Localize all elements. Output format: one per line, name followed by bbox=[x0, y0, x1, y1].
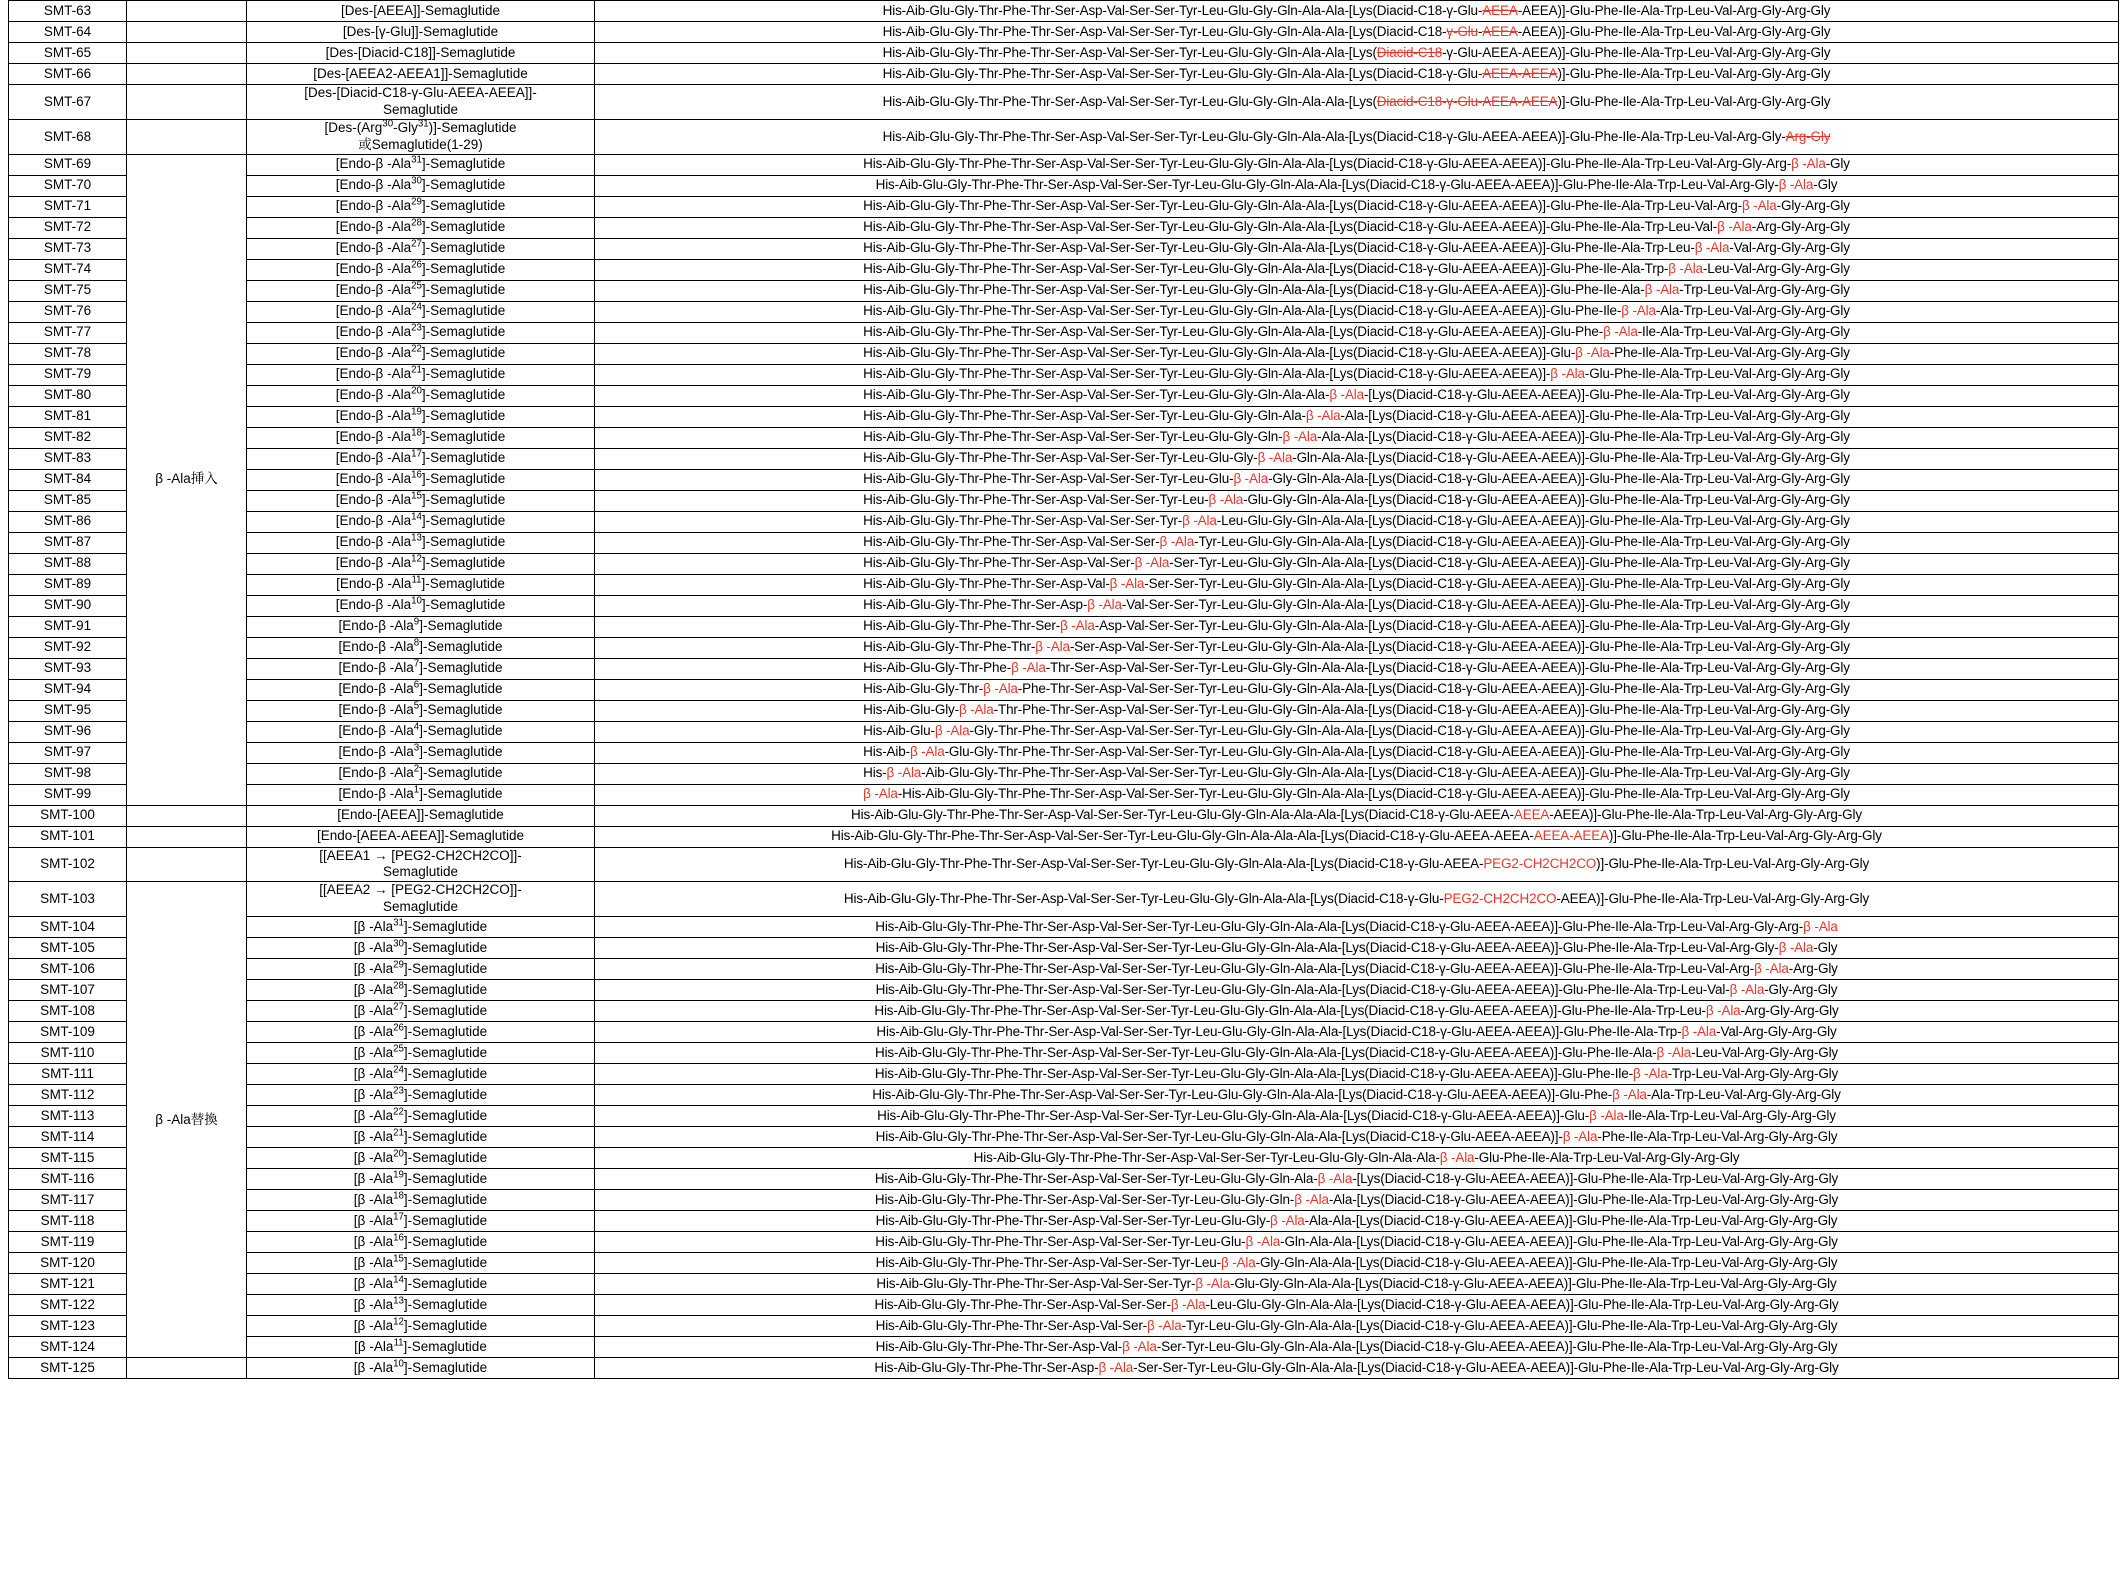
peptide-sequence: His-Aib-Glu-Gly-Thr-Phe-Thr-Ser-Asp-Val-Ser-Ser-Tyr-Leu-Glu-Gly-Gln-Ala-Ala-[Lys(Diacid-C18-γ-Glu-AEEA-AEEA)]-Glu-Phe-Ile-Ala-Trp-Leu-Val-Arg-Gly-Arg-β -Ala bbox=[595, 917, 2119, 938]
group-label-empty bbox=[127, 847, 247, 882]
modification-name: [β -Ala$^{22}$]-Semaglutide bbox=[247, 1106, 595, 1127]
group-label: β -Ala替換 bbox=[127, 882, 247, 1358]
table-row bbox=[9, 1022, 2119, 1043]
compound-id: SMT-68 bbox=[9, 119, 127, 154]
peptide-sequence: His-Aib-Glu-Gly-Thr-Phe-Thr-Ser-Asp-Val-Ser-Ser-Tyr-Leu-Glu-Gly-Gln-Ala-Ala-[Lys(Diacid-C18-γ-Glu-AEEA-AEEA)]-β -Ala-Phe-Ile-Ala-Trp-Leu-Val-Arg-Gly-Arg-Gly bbox=[595, 1127, 2119, 1148]
table-row bbox=[9, 43, 2119, 64]
modification-name: [Endo-β -Ala$^{27}$]-Semaglutide bbox=[247, 238, 595, 259]
group-label-empty bbox=[127, 805, 247, 826]
compound-id: SMT-97 bbox=[9, 742, 127, 763]
table-row bbox=[9, 64, 2119, 85]
compound-id: SMT-94 bbox=[9, 679, 127, 700]
compound-id: SMT-103 bbox=[9, 882, 127, 917]
compound-id: SMT-110 bbox=[9, 1043, 127, 1064]
compound-id: SMT-106 bbox=[9, 959, 127, 980]
modification-name: [β -Ala$^{12}$]-Semaglutide bbox=[247, 1316, 595, 1337]
peptide-sequence: His-Aib-Glu-Gly-Thr-Phe-Thr-Ser-Asp-Val-β -Ala-Ser-Ser-Tyr-Leu-Glu-Gly-Gln-Ala-Ala-[Lys(Diacid-C18-γ-Glu-AEEA-AEEA)]-Glu-Phe-Ile-Ala-Trp-Leu-Val-Arg-Gly-Arg-Gly bbox=[595, 574, 2119, 595]
modification-name: [β -Ala$^{17}$]-Semaglutide bbox=[247, 1211, 595, 1232]
modification-name: [[AEEA1 → [PEG2-CH2CH2CO]]- Semaglutide bbox=[247, 847, 595, 882]
table-row bbox=[9, 259, 2119, 280]
modification-name: [Endo-β -Ala$^{11}$]-Semaglutide bbox=[247, 574, 595, 595]
compound-id: SMT-115 bbox=[9, 1148, 127, 1169]
peptide-sequence: His-Aib-Glu-Gly-Thr-Phe-Thr-Ser-Asp-Val-Ser-Ser-Tyr-Leu-Glu-Gly-Gln-Ala-Ala-[Lys(Diacid-C18-γ-Glu-AEEA-AEEA)]-Glu-Phe-Ile-Ala-Trp-Leu-Val-Arg-Gly-Arg-Gly bbox=[595, 119, 2119, 154]
group-label-empty bbox=[127, 22, 247, 43]
table-row bbox=[9, 784, 2119, 805]
peptide-sequence: His-Aib-Glu-Gly-Thr-Phe-Thr-Ser-Asp-Val-Ser-Ser-Tyr-Leu-Glu-Gly-Gln-Ala-Ala-[Lys(Diacid-C18-γ-Glu-AEEA-AEEA)]-Glu-Phe-Ile-β -Ala-Trp-Leu-Val-Arg-Gly-Arg-Gly bbox=[595, 1064, 2119, 1085]
peptide-sequence: His-Aib-Glu-Gly-Thr-Phe-Thr-Ser-Asp-Val-Ser-Ser-Tyr-Leu-Glu-Gly-Gln-Ala-Ala-[Lys(Diacid-C18-γ-Glu-AEEA-AEEA)]-Glu-β -Ala-Ile-Ala-Trp-Leu-Val-Arg-Gly-Arg-Gly bbox=[595, 1106, 2119, 1127]
modification-name: [Endo-β -Ala$^{17}$]-Semaglutide bbox=[247, 448, 595, 469]
compound-id: SMT-76 bbox=[9, 301, 127, 322]
peptide-sequence: β -Ala-His-Aib-Glu-Gly-Thr-Phe-Thr-Ser-Asp-Val-Ser-Ser-Tyr-Leu-Glu-Gly-Gln-Ala-Ala-[Lys(Diacid-C18-γ-Glu-AEEA-AEEA)]-Glu-Phe-Ile-Ala-Trp-Leu-Val-Arg-Gly-Arg-Gly bbox=[595, 784, 2119, 805]
peptide-sequence: His-Aib-Glu-Gly-Thr-β -Ala-Phe-Thr-Ser-Asp-Val-Ser-Ser-Tyr-Leu-Glu-Gly-Gln-Ala-Ala-[Lys(Diacid-C18-γ-Glu-AEEA-AEEA)]-Glu-Phe-Ile-Ala-Trp-Leu-Val-Arg-Gly-Arg-Gly bbox=[595, 679, 2119, 700]
table-row bbox=[9, 1, 2119, 22]
compound-id: SMT-74 bbox=[9, 259, 127, 280]
compound-id: SMT-113 bbox=[9, 1106, 127, 1127]
table-row bbox=[9, 1337, 2119, 1358]
peptide-sequence: His-Aib-Glu-Gly-Thr-Phe-Thr-Ser-Asp-Val-Ser-Ser-Tyr-Leu-Glu-Gly-Gln-Ala-Ala-[Lys(Diacid-C18-γ-Glu-AEEA-AEEA)]-Glu-Phe-Ile-Ala-Trp-Leu-Val-Arg-Gly-Arg-Gly bbox=[595, 1, 2119, 22]
modification-name: [β -Ala$^{30}$]-Semaglutide bbox=[247, 938, 595, 959]
modification-name: [Des-[AEEA2-AEEA1]]-Semaglutide bbox=[247, 64, 595, 85]
table-row bbox=[9, 322, 2119, 343]
table-row bbox=[9, 1064, 2119, 1085]
compound-id: SMT-125 bbox=[9, 1358, 127, 1379]
table-row bbox=[9, 917, 2119, 938]
modification-name: [β -Ala$^{19}$]-Semaglutide bbox=[247, 1169, 595, 1190]
table-row bbox=[9, 721, 2119, 742]
modification-name: [β -Ala$^{24}$]-Semaglutide bbox=[247, 1064, 595, 1085]
peptide-sequence: His-Aib-Glu-Gly-Thr-Phe-Thr-β -Ala-Ser-Asp-Val-Ser-Ser-Tyr-Leu-Glu-Gly-Gln-Ala-Ala-[Lys(Diacid-C18-γ-Glu-AEEA-AEEA)]-Glu-Phe-Ile-Ala-Trp-Leu-Val-Arg-Gly-Arg-Gly bbox=[595, 637, 2119, 658]
table-row bbox=[9, 343, 2119, 364]
peptide-sequence: His-Aib-Glu-Gly-Thr-Phe-Thr-Ser-Asp-Val-Ser-Ser-Tyr-Leu-Glu-Gly-Gln-Ala-β -Ala-[Lys(Diacid-C18-γ-Glu-AEEA-AEEA)]-Glu-Phe-Ile-Ala-Trp-Leu-Val-Arg-Gly-Arg-Gly bbox=[595, 1169, 2119, 1190]
peptide-sequence: His-Aib-Glu-Gly-Thr-Phe-Thr-Ser-Asp-Val-Ser-Ser-β -Ala-Tyr-Leu-Glu-Gly-Gln-Ala-Ala-[Lys(Diacid-C18-γ-Glu-AEEA-AEEA)]-Glu-Phe-Ile-Ala-Trp-Leu-Val-Arg-Gly-Arg-Gly bbox=[595, 532, 2119, 553]
modification-name: [Endo-β -Ala$^{14}$]-Semaglutide bbox=[247, 511, 595, 532]
peptide-sequence: His-Aib-Glu-Gly-Thr-Phe-Thr-Ser-Asp-Val-Ser-Ser-Tyr-Leu-Glu-Gly-Gln-Ala-Ala-Ala-[Lys(Diacid-C18-γ-Glu-AEEA-AEEA-AEEA-AEEA)]-Glu-Phe-Ile-Ala-Trp-Leu-Val-Arg-Gly-Arg-Gly bbox=[595, 826, 2119, 847]
peptide-sequence: His-Aib-Glu-Gly-Thr-Phe-Thr-Ser-Asp-Val-Ser-Ser-Tyr-Leu-Glu-Gly-β -Ala-Gln-Ala-Ala-[Lys(Diacid-C18-γ-Glu-AEEA-AEEA)]-Glu-Phe-Ile-Ala-Trp-Leu-Val-Arg-Gly-Arg-Gly bbox=[595, 448, 2119, 469]
table-row bbox=[9, 1148, 2119, 1169]
modification-name: [β -Ala$^{18}$]-Semaglutide bbox=[247, 1190, 595, 1211]
table-row bbox=[9, 826, 2119, 847]
compound-id: SMT-99 bbox=[9, 784, 127, 805]
modification-name: [Endo-β -Ala$^{26}$]-Semaglutide bbox=[247, 259, 595, 280]
table-row bbox=[9, 154, 2119, 175]
modification-name: [Endo-β -Ala$^{30}$]-Semaglutide bbox=[247, 175, 595, 196]
peptide-sequence: His-Aib-Glu-Gly-Thr-Phe-Thr-Ser-Asp-Val-Ser-Ser-Tyr-Leu-Glu-Gly-Gln-Ala-Ala-[Lys(Diacid-C18-γ-Glu-AEEA-AEEA)]-Glu-Phe-Ile-Ala-Trp-β -Ala-Val-Arg-Gly-Arg-Gly bbox=[595, 1022, 2119, 1043]
peptide-sequence: His-Aib-Glu-Gly-Thr-Phe-β -Ala-Thr-Ser-Asp-Val-Ser-Ser-Tyr-Leu-Glu-Gly-Gln-Ala-Ala-[Lys(Diacid-C18-γ-Glu-AEEA-AEEA)]-Glu-Phe-Ile-Ala-Trp-Leu-Val-Arg-Gly-Arg-Gly bbox=[595, 658, 2119, 679]
table-row bbox=[9, 700, 2119, 721]
modification-name: [Endo-β -Ala$^6$]-Semaglutide bbox=[247, 679, 595, 700]
table-row bbox=[9, 1169, 2119, 1190]
peptide-sequence: His-Aib-Glu-Gly-Thr-Phe-Thr-Ser-Asp-Val-Ser-Ser-Tyr-Leu-Glu-Gly-Gln-Ala-Ala-β -Ala-[Lys(Diacid-C18-γ-Glu-AEEA-AEEA)]-Glu-Phe-Ile-Ala-Trp-Leu-Val-Arg-Gly-Arg-Gly bbox=[595, 385, 2119, 406]
compound-id: SMT-114 bbox=[9, 1127, 127, 1148]
peptide-sequence: His-Aib-Glu-Gly-Thr-Phe-Thr-Ser-Asp-Val-Ser-Ser-Tyr-Leu-Glu-Gly-Gln-β -Ala-Ala-Ala-[Lys(Diacid-C18-γ-Glu-AEEA-AEEA)]-Glu-Phe-Ile-Ala-Trp-Leu-Val-Arg-Gly-Arg-Gly bbox=[595, 427, 2119, 448]
modification-name: [Endo-β -Ala$^{22}$]-Semaglutide bbox=[247, 343, 595, 364]
modification-name: [Endo-β -Ala$^{25}$]-Semaglutide bbox=[247, 280, 595, 301]
compound-id: SMT-112 bbox=[9, 1085, 127, 1106]
table-row bbox=[9, 1085, 2119, 1106]
modification-name: [Des-[Diacid-C18-γ-Glu-AEEA-AEEA]]- Semaglutide bbox=[247, 85, 595, 120]
modification-name: [Endo-β -Ala$^{23}$]-Semaglutide bbox=[247, 322, 595, 343]
table-row bbox=[9, 532, 2119, 553]
peptide-sequence: His-Aib-Glu-Gly-Thr-Phe-Thr-Ser-Asp-Val-Ser-β -Ala-Ser-Tyr-Leu-Glu-Gly-Gln-Ala-Ala-[Lys(Diacid-C18-γ-Glu-AEEA-AEEA)]-Glu-Phe-Ile-Ala-Trp-Leu-Val-Arg-Gly-Arg-Gly bbox=[595, 553, 2119, 574]
compound-id: SMT-116 bbox=[9, 1169, 127, 1190]
peptide-sequence: His-Aib-Glu-Gly-Thr-Phe-Thr-Ser-Asp-Val-Ser-Ser-Tyr-Leu-Glu-Gly-Gln-Ala-Ala-[Lys(Diacid-C18-γ-Glu-AEEA-AEEA)]-Glu-Phe-Ile-Ala-β -Ala-Trp-Leu-Val-Arg-Gly-Arg-Gly bbox=[595, 280, 2119, 301]
compound-id: SMT-98 bbox=[9, 763, 127, 784]
peptide-sequence: His-Aib-Glu-Gly-Thr-Phe-Thr-Ser-Asp-Val-Ser-Ser-Tyr-Leu-Glu-Gly-Gln-Ala-Ala-[Lys(Diacid-C18-γ-Glu-AEEA-AEEA)]-Glu-Phe-Ile-Ala-Trp-Leu-Val-Arg-Gly-Arg-Gly bbox=[595, 22, 2119, 43]
group-label-empty bbox=[127, 826, 247, 847]
modification-name: [Des-[AEEA]]-Semaglutide bbox=[247, 1, 595, 22]
modification-name: [β -Ala$^{28}$]-Semaglutide bbox=[247, 980, 595, 1001]
peptide-sequence: His-Aib-Glu-Gly-Thr-Phe-Thr-Ser-Asp-Val-Ser-Ser-Tyr-Leu-Glu-Gly-Gln-Ala-Ala-[Lys(Diacid-C18-γ-Glu-AEEA-AEEA)]-Glu-Phe-Ile-Ala-Trp-Leu-Val-Arg-Gly-Arg-Gly bbox=[595, 64, 2119, 85]
peptide-sequence: His-Aib-Glu-Gly-Thr-Phe-Thr-Ser-Asp-Val-Ser-Ser-Tyr-Leu-Glu-Gly-Gln-Ala-Ala-[Lys(Diacid-C18-γ-Glu-AEEA-AEEA)]-Glu-Phe-Ile-Ala-Trp-Leu-Val-Arg-Gly-Arg-β -Ala-Gly bbox=[595, 154, 2119, 175]
compound-id: SMT-117 bbox=[9, 1190, 127, 1211]
table-row bbox=[9, 364, 2119, 385]
group-label-empty bbox=[127, 64, 247, 85]
table-row bbox=[9, 196, 2119, 217]
modification-name: [β -Ala$^{23}$]-Semaglutide bbox=[247, 1085, 595, 1106]
compound-id: SMT-119 bbox=[9, 1232, 127, 1253]
peptide-sequence: His-Aib-Glu-Gly-Thr-Phe-Thr-Ser-Asp-Val-Ser-Ser-Tyr-Leu-Glu-Gly-β -Ala-Ala-Ala-[Lys(Diacid-C18-γ-Glu-AEEA-AEEA)]-Glu-Phe-Ile-Ala-Trp-Leu-Val-Arg-Gly-Arg-Gly bbox=[595, 1211, 2119, 1232]
table-row bbox=[9, 22, 2119, 43]
modification-name: [[AEEA2 → [PEG2-CH2CH2CO]]- Semaglutide bbox=[247, 882, 595, 917]
compound-id: SMT-92 bbox=[9, 637, 127, 658]
peptide-sequence: His-Aib-β -Ala-Glu-Gly-Thr-Phe-Thr-Ser-Asp-Val-Ser-Ser-Tyr-Leu-Glu-Gly-Gln-Ala-Ala-[Lys(Diacid-C18-γ-Glu-AEEA-AEEA)]-Glu-Phe-Ile-Ala-Trp-Leu-Val-Arg-Gly-Arg-Gly bbox=[595, 742, 2119, 763]
peptide-sequence: His-Aib-Glu-Gly-Thr-Phe-Thr-Ser-Asp-Val-Ser-Ser-Tyr-Leu-Glu-Gly-Gln-Ala-Ala-[Lys(Diacid-C18-γ-Glu-AEEA-PEG2-CH2CH2CO)]-Glu-Phe-Ile-Ala-Trp-Leu-Val-Arg-Gly-Arg-Gly bbox=[595, 847, 2119, 882]
peptide-sequence: His-Aib-Glu-Gly-Thr-Phe-Thr-Ser-Asp-Val-Ser-Ser-Tyr-Leu-Glu-Gly-Gln-Ala-Ala-[Lys(Diacid-C18-γ-Glu-PEG2-CH2CH2CO-AEEA)]-Glu-Phe-Ile-Ala-Trp-Leu-Val-Arg-Gly-Arg-Gly bbox=[595, 882, 2119, 917]
compound-id: SMT-67 bbox=[9, 85, 127, 120]
peptide-sequence: His-Aib-Glu-Gly-Thr-Phe-Thr-Ser-Asp-Val-Ser-Ser-Tyr-Leu-Glu-Gly-Gln-Ala-Ala-[Lys(Diacid-C18-γ-Glu-AEEA-AEEA)]-Glu-Phe-β -Ala-Ala-Trp-Leu-Val-Arg-Gly-Arg-Gly bbox=[595, 1085, 2119, 1106]
peptide-sequence: His-Aib-Glu-Gly-Thr-Phe-Thr-Ser-Asp-Val-Ser-Ser-Tyr-Leu-Glu-Gly-Gln-Ala-Ala-[Lys(Diacid-C18-γ-Glu-AEEA-AEEA)]-Glu-Phe-Ile-β -Ala-Ala-Trp-Leu-Val-Arg-Gly-Arg-Gly bbox=[595, 301, 2119, 322]
peptide-sequence: His-Aib-Glu-Gly-Thr-Phe-Thr-Ser-Asp-Val-Ser-Ser-Tyr-Leu-Glu-Gly-Gln-Ala-Ala-[Lys(Diacid-C18-γ-Glu-AEEA-AEEA)]-Glu-Phe-Ile-Ala-Trp-Leu-Val-Arg-Gly-Arg-Gly bbox=[595, 85, 2119, 120]
compound-id: SMT-91 bbox=[9, 616, 127, 637]
modification-name: [Endo-β -Ala$^7$]-Semaglutide bbox=[247, 658, 595, 679]
table-row bbox=[9, 1295, 2119, 1316]
peptide-sequence: His-Aib-Glu-Gly-Thr-Phe-Thr-Ser-Asp-Val-Ser-Ser-Tyr-Leu-Glu-Gly-Gln-Ala-Ala-[Lys(Diacid-C18-γ-Glu-AEEA-AEEA)]-Glu-Phe-Ile-Ala-Trp-β -Ala-Leu-Val-Arg-Gly-Arg-Gly bbox=[595, 259, 2119, 280]
table-row bbox=[9, 119, 2119, 154]
modification-name: [Endo-β -Ala$^5$]-Semaglutide bbox=[247, 700, 595, 721]
compound-id: SMT-71 bbox=[9, 196, 127, 217]
modification-name: [Endo-β -Ala$^{29}$]-Semaglutide bbox=[247, 196, 595, 217]
peptide-sequence: His-Aib-Glu-Gly-Thr-Phe-Thr-Ser-Asp-Val-Ser-Ser-Tyr-Leu-Glu-β -Ala-Gln-Ala-Ala-[Lys(Diacid-C18-γ-Glu-AEEA-AEEA)]-Glu-Phe-Ile-Ala-Trp-Leu-Val-Arg-Gly-Arg-Gly bbox=[595, 1232, 2119, 1253]
compound-id: SMT-80 bbox=[9, 385, 127, 406]
table-row bbox=[9, 1190, 2119, 1211]
peptide-sequence: His-Aib-Glu-Gly-β -Ala-Thr-Phe-Thr-Ser-Asp-Val-Ser-Ser-Tyr-Leu-Glu-Gly-Gln-Ala-Ala-[Lys(Diacid-C18-γ-Glu-AEEA-AEEA)]-Glu-Phe-Ile-Ala-Trp-Leu-Val-Arg-Gly-Arg-Gly bbox=[595, 700, 2119, 721]
modification-name: [Endo-[AEEA]]-Semaglutide bbox=[247, 805, 595, 826]
modification-name: [Endo-β -Ala$^2$]-Semaglutide bbox=[247, 763, 595, 784]
modification-name: [β -Ala$^{15}$]-Semaglutide bbox=[247, 1253, 595, 1274]
table-row bbox=[9, 658, 2119, 679]
compound-id: SMT-86 bbox=[9, 511, 127, 532]
peptide-sequence: His-Aib-Glu-β -Ala-Gly-Thr-Phe-Thr-Ser-Asp-Val-Ser-Ser-Tyr-Leu-Glu-Gly-Gln-Ala-Ala-[Lys(Diacid-C18-γ-Glu-AEEA-AEEA)]-Glu-Phe-Ile-Ala-Trp-Leu-Val-Arg-Gly-Arg-Gly bbox=[595, 721, 2119, 742]
compound-id: SMT-83 bbox=[9, 448, 127, 469]
peptide-sequence: His-Aib-Glu-Gly-Thr-Phe-Thr-Ser-Asp-Val-Ser-Ser-Tyr-Leu-Glu-Gly-Gln-Ala-Ala-[Lys(Diacid-C18-γ-Glu-AEEA-AEEA)]-β -Ala-Glu-Phe-Ile-Ala-Trp-Leu-Val-Arg-Gly-Arg-Gly bbox=[595, 364, 2119, 385]
peptide-sequence: His-Aib-Glu-Gly-Thr-Phe-Thr-Ser-Asp-Val-Ser-Ser-Tyr-Leu-β -Ala-Glu-Gly-Gln-Ala-Ala-[Lys(Diacid-C18-γ-Glu-AEEA-AEEA)]-Glu-Phe-Ile-Ala-Trp-Leu-Val-Arg-Gly-Arg-Gly bbox=[595, 490, 2119, 511]
modification-name: [Endo-β -Ala$^{21}$]-Semaglutide bbox=[247, 364, 595, 385]
table-row bbox=[9, 1232, 2119, 1253]
compound-id: SMT-63 bbox=[9, 1, 127, 22]
table-row bbox=[9, 595, 2119, 616]
modification-name: [β -Ala$^{20}$]-Semaglutide bbox=[247, 1148, 595, 1169]
table-row bbox=[9, 805, 2119, 826]
compound-id: SMT-111 bbox=[9, 1064, 127, 1085]
compound-id: SMT-77 bbox=[9, 322, 127, 343]
modification-name: [Endo-β -Ala$^{28}$]-Semaglutide bbox=[247, 217, 595, 238]
peptide-sequence: His-Aib-Glu-Gly-Thr-Phe-Thr-Ser-Asp-Val-Ser-Ser-Tyr-Leu-Glu-Gly-Gln-Ala-Ala-[Lys(Diacid-C18-γ-Glu-AEEA-AEEA)]-Glu-Phe-Ile-Ala-Trp-Leu-β -Ala-Val-Arg-Gly-Arg-Gly bbox=[595, 238, 2119, 259]
peptide-sequence: His-Aib-Glu-Gly-Thr-Phe-Thr-Ser-β -Ala-Asp-Val-Ser-Ser-Tyr-Leu-Glu-Gly-Gln-Ala-Ala-[Lys(Diacid-C18-γ-Glu-AEEA-AEEA)]-Glu-Phe-Ile-Ala-Trp-Leu-Val-Arg-Gly-Arg-Gly bbox=[595, 616, 2119, 637]
modification-name: [β -Ala$^{13}$]-Semaglutide bbox=[247, 1295, 595, 1316]
modification-name: [β -Ala$^{11}$]-Semaglutide bbox=[247, 1337, 595, 1358]
compound-id: SMT-90 bbox=[9, 595, 127, 616]
peptide-sequence: His-Aib-Glu-Gly-Thr-Phe-Thr-Ser-Asp-Val-β -Ala-Ser-Tyr-Leu-Glu-Gly-Gln-Ala-Ala-[Lys(Diacid-C18-γ-Glu-AEEA-AEEA)]-Glu-Phe-Ile-Ala-Trp-Leu-Val-Arg-Gly-Arg-Gly bbox=[595, 1337, 2119, 1358]
table-row bbox=[9, 938, 2119, 959]
peptide-sequence: His-Aib-Glu-Gly-Thr-Phe-Thr-Ser-Asp-Val-Ser-Ser-Tyr-β -Ala-Glu-Gly-Gln-Ala-Ala-[Lys(Diacid-C18-γ-Glu-AEEA-AEEA)]-Glu-Phe-Ile-Ala-Trp-Leu-Val-Arg-Gly-Arg-Gly bbox=[595, 1274, 2119, 1295]
table-row bbox=[9, 574, 2119, 595]
table-row bbox=[9, 959, 2119, 980]
table-row bbox=[9, 1106, 2119, 1127]
compound-id: SMT-78 bbox=[9, 343, 127, 364]
table-row bbox=[9, 217, 2119, 238]
compound-id: SMT-84 bbox=[9, 469, 127, 490]
compound-id: SMT-87 bbox=[9, 532, 127, 553]
modification-name: [Endo-β -Ala$^{13}$]-Semaglutide bbox=[247, 532, 595, 553]
peptide-sequence: His-Aib-Glu-Gly-Thr-Phe-Thr-Ser-Asp-Val-Ser-Ser-Tyr-Leu-β -Ala-Gly-Gln-Ala-Ala-[Lys(Diacid-C18-γ-Glu-AEEA-AEEA)]-Glu-Phe-Ile-Ala-Trp-Leu-Val-Arg-Gly-Arg-Gly bbox=[595, 1253, 2119, 1274]
modification-name: [β -Ala$^{29}$]-Semaglutide bbox=[247, 959, 595, 980]
compound-id: SMT-95 bbox=[9, 700, 127, 721]
compound-id: SMT-101 bbox=[9, 826, 127, 847]
compound-id: SMT-102 bbox=[9, 847, 127, 882]
compound-id: SMT-69 bbox=[9, 154, 127, 175]
compound-id: SMT-108 bbox=[9, 1001, 127, 1022]
compound-id: SMT-72 bbox=[9, 217, 127, 238]
compound-id: SMT-82 bbox=[9, 427, 127, 448]
modification-name: [β -Ala$^{16}$]-Semaglutide bbox=[247, 1232, 595, 1253]
compound-id: SMT-65 bbox=[9, 43, 127, 64]
modification-name: [Endo-β -Ala$^{31}$]-Semaglutide bbox=[247, 154, 595, 175]
compound-id: SMT-122 bbox=[9, 1295, 127, 1316]
group-label: β -Ala挿入 bbox=[127, 154, 247, 805]
compound-id: SMT-120 bbox=[9, 1253, 127, 1274]
table-row bbox=[9, 742, 2119, 763]
group-label-empty bbox=[127, 119, 247, 154]
table-row bbox=[9, 980, 2119, 1001]
table-row bbox=[9, 1127, 2119, 1148]
table-row bbox=[9, 616, 2119, 637]
peptide-sequence: His-Aib-Glu-Gly-Thr-Phe-Thr-Ser-Asp-Val-Ser-Ser-Tyr-β -Ala-Leu-Glu-Gly-Gln-Ala-Ala-[Lys(Diacid-C18-γ-Glu-AEEA-AEEA)]-Glu-Phe-Ile-Ala-Trp-Leu-Val-Arg-Gly-Arg-Gly bbox=[595, 511, 2119, 532]
table-row bbox=[9, 1316, 2119, 1337]
modification-name: [β -Ala$^{27}$]-Semaglutide bbox=[247, 1001, 595, 1022]
modification-name: [β -Ala$^{10}$]-Semaglutide bbox=[247, 1358, 595, 1379]
peptide-sequence: His-Aib-Glu-Gly-Thr-Phe-Thr-Ser-Asp-β -Ala-Ser-Ser-Tyr-Leu-Glu-Gly-Gln-Ala-Ala-[Lys(Diacid-C18-γ-Glu-AEEA-AEEA)]-Glu-Phe-Ile-Ala-Trp-Leu-Val-Arg-Gly-Arg-Gly bbox=[595, 1358, 2119, 1379]
compound-id: SMT-96 bbox=[9, 721, 127, 742]
modification-name: [β -Ala$^{25}$]-Semaglutide bbox=[247, 1043, 595, 1064]
modification-name: [Endo-β -Ala$^{18}$]-Semaglutide bbox=[247, 427, 595, 448]
table-row bbox=[9, 1211, 2119, 1232]
table-row bbox=[9, 1001, 2119, 1022]
peptide-sequence: His-Aib-Glu-Gly-Thr-Phe-Thr-Ser-Asp-Val-Ser-Ser-Tyr-Leu-Glu-Gly-Gln-β -Ala-Ala-[Lys(Diacid-C18-γ-Glu-AEEA-AEEA)]-Glu-Phe-Ile-Ala-Trp-Leu-Val-Arg-Gly-Arg-Gly bbox=[595, 1190, 2119, 1211]
modification-name: [Endo-β -Ala$^3$]-Semaglutide bbox=[247, 742, 595, 763]
table-row bbox=[9, 448, 2119, 469]
group-label-empty bbox=[127, 85, 247, 120]
peptide-sequence: His-Aib-Glu-Gly-Thr-Phe-Thr-Ser-Asp-Val-Ser-Ser-Tyr-Leu-Glu-Gly-Gln-Ala-Ala-[Lys(Diacid-C18-γ-Glu-AEEA-AEEA)]-Glu-Phe-Ile-Ala-Trp-Leu-β -Ala-Arg-Gly-Arg-Gly bbox=[595, 1001, 2119, 1022]
table-row bbox=[9, 679, 2119, 700]
compound-id: SMT-73 bbox=[9, 238, 127, 259]
compound-id: SMT-64 bbox=[9, 22, 127, 43]
table-row bbox=[9, 847, 2119, 882]
compound-id: SMT-93 bbox=[9, 658, 127, 679]
compound-id: SMT-104 bbox=[9, 917, 127, 938]
group-label-empty bbox=[127, 43, 247, 64]
compound-id: SMT-105 bbox=[9, 938, 127, 959]
peptide-sequence: His-Aib-Glu-Gly-Thr-Phe-Thr-Ser-Asp-Val-Ser-Ser-Tyr-Leu-Glu-Gly-Gln-Ala-Ala-[Lys(Diacid-C18-γ-Glu-AEEA-AEEA)]-Glu-Phe-Ile-Ala-Trp-Leu-Val-Arg-β -Ala-Gly-Arg-Gly bbox=[595, 196, 2119, 217]
compound-id: SMT-66 bbox=[9, 64, 127, 85]
group-label-empty bbox=[127, 1, 247, 22]
peptide-sequence: His-β -Ala-Aib-Glu-Gly-Thr-Phe-Thr-Ser-Asp-Val-Ser-Ser-Tyr-Leu-Glu-Gly-Gln-Ala-Ala-[Lys(Diacid-C18-γ-Glu-AEEA-AEEA)]-Glu-Phe-Ile-Ala-Trp-Leu-Val-Arg-Gly-Arg-Gly bbox=[595, 763, 2119, 784]
peptide-sequence: His-Aib-Glu-Gly-Thr-Phe-Thr-Ser-Asp-Val-Ser-Ser-Tyr-Leu-Glu-Gly-Gln-Ala-Ala-Ala-[Lys(Diacid-C18-γ-Glu-AEEA-AEEA-AEEA)]-Glu-Phe-Ile-Ala-Trp-Leu-Val-Arg-Gly-Arg-Gly bbox=[595, 805, 2119, 826]
group-label-empty bbox=[127, 1358, 247, 1379]
peptide-sequence: His-Aib-Glu-Gly-Thr-Phe-Thr-Ser-Asp-Val-Ser-Ser-Tyr-Leu-Glu-Gly-Gln-Ala-Ala-[Lys(Diacid-C18-γ-Glu-AEEA-AEEA)]-Glu-Phe-Ile-Ala-Trp-Leu-Val-Arg-Gly-Arg-Gly bbox=[595, 43, 2119, 64]
modification-name: [Endo-β -Ala$^{12}$]-Semaglutide bbox=[247, 553, 595, 574]
peptide-sequence: His-Aib-Glu-Gly-Thr-Phe-Thr-Ser-Asp-Val-Ser-Ser-Tyr-Leu-Glu-Gly-Gln-Ala-Ala-β -Ala-Glu-Phe-Ile-Ala-Trp-Leu-Val-Arg-Gly-Arg-Gly bbox=[595, 1148, 2119, 1169]
table-row bbox=[9, 427, 2119, 448]
modification-name: [Des-(Arg$^{30}$-Gly$^{31}$)]-Semaglutide 或Semaglutide(1-29) bbox=[247, 119, 595, 154]
peptide-sequence: His-Aib-Glu-Gly-Thr-Phe-Thr-Ser-Asp-Val-Ser-Ser-Tyr-Leu-Glu-Gly-Gln-Ala-Ala-[Lys(Diacid-C18-γ-Glu-AEEA-AEEA)]-Glu-Phe-Ile-Ala-β -Ala-Leu-Val-Arg-Gly-Arg-Gly bbox=[595, 1043, 2119, 1064]
table-row bbox=[9, 553, 2119, 574]
compound-id: SMT-100 bbox=[9, 805, 127, 826]
modification-name: [β -Ala$^{31}$]-Semaglutide bbox=[247, 917, 595, 938]
table-row bbox=[9, 637, 2119, 658]
modification-name: [Endo-β -Ala$^{24}$]-Semaglutide bbox=[247, 301, 595, 322]
peptide-sequence: His-Aib-Glu-Gly-Thr-Phe-Thr-Ser-Asp-β -Ala-Val-Ser-Ser-Tyr-Leu-Glu-Gly-Gln-Ala-Ala-[Lys(Diacid-C18-γ-Glu-AEEA-AEEA)]-Glu-Phe-Ile-Ala-Trp-Leu-Val-Arg-Gly-Arg-Gly bbox=[595, 595, 2119, 616]
peptide-sequence: His-Aib-Glu-Gly-Thr-Phe-Thr-Ser-Asp-Val-Ser-Ser-Tyr-Leu-Glu-Gly-Gln-Ala-Ala-[Lys(Diacid-C18-γ-Glu-AEEA-AEEA)]-Glu-β -Ala-Phe-Ile-Ala-Trp-Leu-Val-Arg-Gly-Arg-Gly bbox=[595, 343, 2119, 364]
compound-id: SMT-79 bbox=[9, 364, 127, 385]
modification-name: [Endo-β -Ala$^4$]-Semaglutide bbox=[247, 721, 595, 742]
table-row bbox=[9, 882, 2119, 917]
compound-id: SMT-88 bbox=[9, 553, 127, 574]
modification-name: [Endo-[AEEA-AEEA]]-Semaglutide bbox=[247, 826, 595, 847]
compound-id: SMT-107 bbox=[9, 980, 127, 1001]
table-row bbox=[9, 490, 2119, 511]
modification-name: [Endo-β -Ala$^1$]-Semaglutide bbox=[247, 784, 595, 805]
compound-id: SMT-121 bbox=[9, 1274, 127, 1295]
peptide-sequence: His-Aib-Glu-Gly-Thr-Phe-Thr-Ser-Asp-Val-Ser-Ser-β -Ala-Leu-Glu-Gly-Gln-Ala-Ala-[Lys(Diacid-C18-γ-Glu-AEEA-AEEA)]-Glu-Phe-Ile-Ala-Trp-Leu-Val-Arg-Gly-Arg-Gly bbox=[595, 1295, 2119, 1316]
modification-name: [β -Ala$^{14}$]-Semaglutide bbox=[247, 1274, 595, 1295]
compound-id: SMT-85 bbox=[9, 490, 127, 511]
compound-id: SMT-109 bbox=[9, 1022, 127, 1043]
table-row bbox=[9, 1043, 2119, 1064]
modification-name: [Endo-β -Ala$^{20}$]-Semaglutide bbox=[247, 385, 595, 406]
peptide-sequence: His-Aib-Glu-Gly-Thr-Phe-Thr-Ser-Asp-Val-Ser-Ser-Tyr-Leu-Glu-Gly-Gln-Ala-Ala-[Lys(Diacid-C18-γ-Glu-AEEA-AEEA)]-Glu-Phe-Ile-Ala-Trp-Leu-Val-Arg-Gly-β -Ala-Gly bbox=[595, 938, 2119, 959]
modification-name: [Endo-β -Ala$^{10}$]-Semaglutide bbox=[247, 595, 595, 616]
peptide-sequence: His-Aib-Glu-Gly-Thr-Phe-Thr-Ser-Asp-Val-Ser-Ser-Tyr-Leu-Glu-Gly-Gln-Ala-Ala-[Lys(Diacid-C18-γ-Glu-AEEA-AEEA)]-Glu-Phe-Ile-Ala-Trp-Leu-Val-β -Ala-Gly-Arg-Gly bbox=[595, 980, 2119, 1001]
modification-name: [Des-[γ-Glu]]-Semaglutide bbox=[247, 22, 595, 43]
modification-name: [Endo-β -Ala$^{16}$]-Semaglutide bbox=[247, 469, 595, 490]
compound-id: SMT-81 bbox=[9, 406, 127, 427]
peptide-sequence: His-Aib-Glu-Gly-Thr-Phe-Thr-Ser-Asp-Val-Ser-Ser-Tyr-Leu-Glu-β -Ala-Gly-Gln-Ala-Ala-[Lys(Diacid-C18-γ-Glu-AEEA-AEEA)]-Glu-Phe-Ile-Ala-Trp-Leu-Val-Arg-Gly-Arg-Gly bbox=[595, 469, 2119, 490]
peptide-sequence: His-Aib-Glu-Gly-Thr-Phe-Thr-Ser-Asp-Val-Ser-Ser-Tyr-Leu-Glu-Gly-Gln-Ala-Ala-[Lys(Diacid-C18-γ-Glu-AEEA-AEEA)]-Glu-Phe-Ile-Ala-Trp-Leu-Val-Arg-β -Ala-Arg-Gly bbox=[595, 959, 2119, 980]
table-row bbox=[9, 763, 2119, 784]
modification-name: [Endo-β -Ala$^8$]-Semaglutide bbox=[247, 637, 595, 658]
table-row bbox=[9, 511, 2119, 532]
compound-id: SMT-89 bbox=[9, 574, 127, 595]
modification-name: [β -Ala$^{26}$]-Semaglutide bbox=[247, 1022, 595, 1043]
table-row bbox=[9, 280, 2119, 301]
compound-id: SMT-123 bbox=[9, 1316, 127, 1337]
modification-name: [Endo-β -Ala$^{19}$]-Semaglutide bbox=[247, 406, 595, 427]
modification-name: [Des-[Diacid-C18]]-Semaglutide bbox=[247, 43, 595, 64]
table-row bbox=[9, 301, 2119, 322]
compound-id: SMT-118 bbox=[9, 1211, 127, 1232]
peptide-sequence: His-Aib-Glu-Gly-Thr-Phe-Thr-Ser-Asp-Val-Ser-Ser-Tyr-Leu-Glu-Gly-Gln-Ala-Ala-[Lys(Diacid-C18-γ-Glu-AEEA-AEEA)]-Glu-Phe-Ile-Ala-Trp-Leu-Val-β -Ala-Arg-Gly-Arg-Gly bbox=[595, 217, 2119, 238]
peptide-sequence: His-Aib-Glu-Gly-Thr-Phe-Thr-Ser-Asp-Val-Ser-Ser-Tyr-Leu-Glu-Gly-Gln-Ala-β -Ala-Ala-[Lys(Diacid-C18-γ-Glu-AEEA-AEEA)]-Glu-Phe-Ile-Ala-Trp-Leu-Val-Arg-Gly-Arg-Gly bbox=[595, 406, 2119, 427]
peptide-sequence: His-Aib-Glu-Gly-Thr-Phe-Thr-Ser-Asp-Val-Ser-Ser-Tyr-Leu-Glu-Gly-Gln-Ala-Ala-[Lys(Diacid-C18-γ-Glu-AEEA-AEEA)]-Glu-Phe-Ile-Ala-Trp-Leu-Val-Arg-Gly-β -Ala-Gly bbox=[595, 175, 2119, 196]
peptide-modification-table bbox=[8, 0, 2119, 1379]
table-row bbox=[9, 85, 2119, 120]
table-row bbox=[9, 469, 2119, 490]
table-row bbox=[9, 238, 2119, 259]
compound-id: SMT-75 bbox=[9, 280, 127, 301]
compound-id: SMT-70 bbox=[9, 175, 127, 196]
table-row bbox=[9, 1274, 2119, 1295]
peptide-sequence: His-Aib-Glu-Gly-Thr-Phe-Thr-Ser-Asp-Val-Ser-Ser-Tyr-Leu-Glu-Gly-Gln-Ala-Ala-[Lys(Diacid-C18-γ-Glu-AEEA-AEEA)]-Glu-Phe-β -Ala-Ile-Ala-Trp-Leu-Val-Arg-Gly-Arg-Gly bbox=[595, 322, 2119, 343]
table-row bbox=[9, 385, 2119, 406]
compound-id: SMT-124 bbox=[9, 1337, 127, 1358]
modification-name: [Endo-β -Ala$^9$]-Semaglutide bbox=[247, 616, 595, 637]
modification-name: [β -Ala$^{21}$]-Semaglutide bbox=[247, 1127, 595, 1148]
table-row bbox=[9, 406, 2119, 427]
table-row bbox=[9, 1253, 2119, 1274]
modification-name: [Endo-β -Ala$^{15}$]-Semaglutide bbox=[247, 490, 595, 511]
table-row bbox=[9, 1358, 2119, 1379]
table-row bbox=[9, 175, 2119, 196]
peptide-sequence: His-Aib-Glu-Gly-Thr-Phe-Thr-Ser-Asp-Val-Ser-β -Ala-Tyr-Leu-Glu-Gly-Gln-Ala-Ala-[Lys(Diacid-C18-γ-Glu-AEEA-AEEA)]-Glu-Phe-Ile-Ala-Trp-Leu-Val-Arg-Gly-Arg-Gly bbox=[595, 1316, 2119, 1337]
